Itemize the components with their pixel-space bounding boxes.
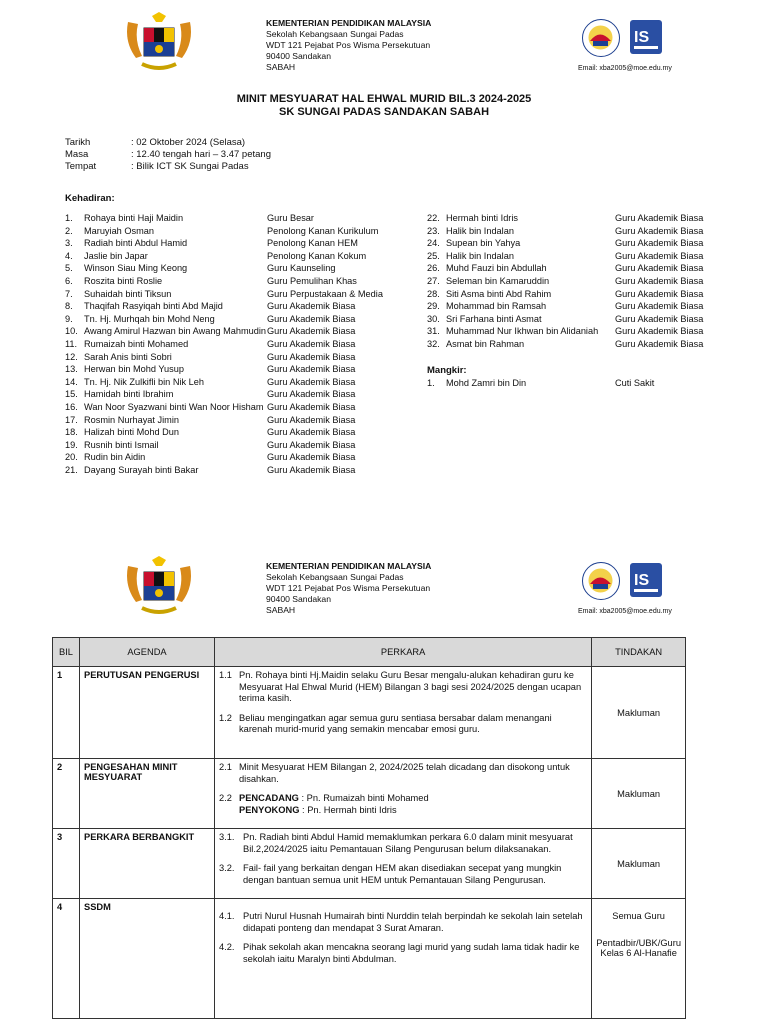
attendee-number: 24. bbox=[427, 238, 440, 249]
attendee-number: 23. bbox=[427, 225, 440, 236]
attendee-name: Muhd Fauzi bin Abdullah bbox=[446, 263, 547, 274]
attendee-name: Sri Farhana binti Asmat bbox=[446, 313, 542, 324]
attendee-number: 22. bbox=[427, 213, 440, 223]
attendee-row bbox=[65, 237, 383, 250]
row-tindakan: Makluman bbox=[592, 829, 686, 899]
attendee-row bbox=[65, 262, 383, 275]
attendee-name: Rudin bin Aidin bbox=[84, 452, 146, 463]
attendee-row bbox=[65, 225, 383, 238]
attendee-name: Hermah binti Idris bbox=[446, 213, 518, 223]
attendee-row bbox=[65, 451, 383, 464]
address-line: SABAH bbox=[266, 605, 296, 615]
attendance-heading: Kehadiran: bbox=[65, 193, 115, 204]
attendee-name: Tn. Hj. Nik Zulkifli bin Nik Leh bbox=[84, 376, 204, 387]
attendee-number: 2. bbox=[65, 225, 73, 236]
svg-text:IS: IS bbox=[634, 29, 650, 46]
meta-value: : 02 Oktober 2024 (Selasa) bbox=[131, 137, 246, 148]
document-title: MINIT MESYUARAT HAL EHWAL MURID BIL.3 2024-2025 bbox=[236, 93, 532, 105]
attendee-row bbox=[65, 426, 383, 439]
attendee-name: Rohaya binti Haji Maidin bbox=[84, 213, 184, 223]
attendee-position: Guru Perpustakaan & Media bbox=[267, 288, 383, 299]
attendee-position: Guru Akademik Biasa bbox=[267, 389, 356, 400]
attendee-name: Sarah Anis binti Sobri bbox=[84, 351, 172, 362]
attendee-position: Guru Akademik Biasa bbox=[615, 250, 704, 261]
absent-name: Mohd Zamri bin Din bbox=[446, 378, 527, 388]
row-perkara bbox=[215, 829, 592, 899]
penyokong-value: : Pn. Hermah binti Idris bbox=[302, 804, 397, 815]
table-row bbox=[53, 759, 686, 829]
attendee-row bbox=[65, 313, 383, 326]
absent-heading: Mangkir: bbox=[427, 365, 467, 376]
attendee-number: 11. bbox=[65, 338, 78, 349]
attendee-name: Supean bin Yahya bbox=[446, 238, 521, 249]
attendee-name: Tn. Hj. Murhqah bin Mohd Neng bbox=[84, 313, 215, 324]
item-number: 2.2 bbox=[219, 793, 232, 803]
attendee-name: Halik bin Indalan bbox=[446, 250, 514, 261]
sksp-logo bbox=[630, 20, 662, 54]
sksp-logo bbox=[630, 563, 662, 597]
attendee-number: 17. bbox=[65, 414, 78, 425]
pencadang-value: : Pn. Rumaizah binti Mohamed bbox=[301, 793, 429, 803]
attendee-row bbox=[65, 338, 383, 351]
item-number: 1.2 bbox=[219, 712, 232, 723]
email-address: Email: xba2005@moe.edu.my bbox=[578, 608, 672, 615]
address-line: WDT 121 Pejabat Pos Wisma Persekutuan bbox=[266, 40, 431, 50]
attendee-position: Penolong Kanan Kurikulum bbox=[267, 225, 379, 236]
item-number: 3.2. bbox=[219, 863, 235, 873]
table-row bbox=[53, 829, 686, 899]
row-number: 3 bbox=[53, 829, 80, 899]
row-number: 2 bbox=[53, 759, 80, 829]
row-agenda: SSDM bbox=[80, 899, 215, 1019]
row-tindakan bbox=[592, 899, 686, 1019]
attendee-name: Roszita binti Roslie bbox=[84, 275, 163, 286]
attendee-name: Herwan bin Mohd Yusup bbox=[84, 364, 184, 375]
attendee-position: Guru Akademik Biasa bbox=[615, 238, 704, 249]
attendee-number: 20. bbox=[65, 452, 78, 463]
item-text: Putri Nurul Husnah Humairah binti Nurddin telah berpindah ke sekolah lain setelah didapati ponteng dan mendapat 3 Surat Amaran. bbox=[243, 911, 583, 933]
row-tindakan: Makluman bbox=[592, 667, 686, 759]
attendee-position: Guru Akademik Biasa bbox=[267, 351, 356, 362]
attendee-row bbox=[65, 363, 383, 376]
row-number: 1 bbox=[53, 667, 80, 759]
attendee-position: Guru Akademik Biasa bbox=[615, 338, 704, 349]
meta-value: : Bilik ICT SK Sungai Padas bbox=[131, 161, 249, 172]
attendee-position: Guru Pemulihan Khas bbox=[267, 275, 357, 286]
tindakan-text: Pentadbir/UBK/Guru Kelas 6 Al-Hanafie bbox=[596, 938, 681, 958]
attendee-row bbox=[65, 414, 383, 427]
email-address: Email: xba2005@moe.edu.my bbox=[578, 65, 672, 72]
header-agenda: AGENDA bbox=[80, 638, 215, 667]
attendee-row bbox=[427, 225, 703, 238]
attendee-name: Dayang Surayah binti Bakar bbox=[84, 464, 199, 475]
attendee-row bbox=[65, 275, 383, 288]
row-perkara bbox=[215, 899, 592, 1019]
absent-reason: Cuti Sakit bbox=[615, 378, 655, 388]
attendee-name: Awang Amirul Hazwan bin Awang Mahmudin bbox=[84, 326, 266, 337]
item-number: 4.2. bbox=[219, 942, 235, 952]
row-agenda: PERUTUSAN PENGERUSI bbox=[80, 667, 215, 759]
item-text: Fail- fail yang berkaitan dengan HEM akan disediakan secepat yang mungkin dengan bantuan semua unit HEM untuk Pemantauan Silang Pengurusan. bbox=[243, 863, 562, 885]
attendee-position: Guru Akademik Biasa bbox=[267, 439, 356, 450]
absent-row bbox=[427, 377, 654, 390]
attendee-row bbox=[427, 262, 703, 275]
header-tindakan: TINDAKAN bbox=[592, 638, 686, 667]
attendee-position: Guru Akademik Biasa bbox=[615, 225, 704, 236]
attendee-row bbox=[65, 439, 383, 452]
attendee-number: 29. bbox=[427, 301, 440, 312]
attendee-row bbox=[427, 325, 703, 338]
attendee-name: Maruyiah Osman bbox=[84, 225, 154, 236]
meta-value: : 12.40 tengah hari – 3.47 petang bbox=[131, 149, 271, 160]
attendee-name: Hamidah binti Ibrahim bbox=[84, 389, 174, 400]
meeting-info bbox=[65, 137, 271, 173]
address-line: WDT 121 Pejabat Pos Wisma Persekutuan bbox=[266, 583, 431, 593]
attendee-name: Jaslie bin Japar bbox=[84, 250, 148, 261]
attendee-number: 18. bbox=[65, 427, 78, 438]
attendee-row bbox=[427, 288, 703, 301]
attendee-position: Guru Akademik Biasa bbox=[267, 313, 356, 324]
attendee-row bbox=[65, 464, 383, 477]
address-line: SABAH bbox=[266, 62, 296, 72]
attendee-position: Guru Akademik Biasa bbox=[267, 326, 356, 337]
ministry-name: KEMENTERIAN PENDIDIKAN MALAYSIA bbox=[266, 18, 432, 28]
attendee-number: 30. bbox=[427, 313, 440, 324]
attendee-position: Guru Akademik Biasa bbox=[267, 364, 356, 375]
attendee-number: 4. bbox=[65, 250, 73, 261]
row-tindakan: Makluman bbox=[592, 759, 686, 829]
attendee-position: Penolong Kanan HEM bbox=[267, 238, 358, 249]
attendance-list-right bbox=[427, 212, 703, 351]
attendee-row bbox=[65, 288, 383, 301]
school-name: Sekolah Kebangsaan Sungai Padas bbox=[266, 572, 404, 582]
attendee-position: Guru Akademik Biasa bbox=[615, 313, 704, 324]
attendee-row bbox=[427, 313, 703, 326]
attendee-row bbox=[65, 401, 383, 414]
attendee-name: Rosmin Nurhayat Jimin bbox=[84, 414, 179, 425]
malaysia-crest-logo bbox=[122, 12, 196, 74]
attendee-number: 16. bbox=[65, 401, 78, 412]
document-subtitle: SK SUNGAI PADAS SANDAKAN SABAH bbox=[278, 106, 490, 118]
attendee-name: Siti Asma binti Abd Rahim bbox=[446, 288, 552, 299]
attendee-row bbox=[65, 376, 383, 389]
attendee-row bbox=[65, 351, 383, 364]
attendee-position: Guru Akademik Biasa bbox=[267, 301, 356, 312]
attendance-list-left bbox=[65, 212, 383, 476]
address-line: 90400 Sandakan bbox=[266, 51, 331, 61]
attendee-number: 26. bbox=[427, 263, 440, 274]
attendee-number: 8. bbox=[65, 301, 73, 312]
attendee-row bbox=[65, 300, 383, 313]
row-agenda: PENGESAHAN MINIT MESYUARAT bbox=[80, 759, 215, 829]
attendee-name: Radiah binti Abdul Hamid bbox=[84, 238, 188, 249]
attendee-name: Thaqifah Rasyiqah binti Abd Majid bbox=[84, 301, 223, 312]
school-name: Sekolah Kebangsaan Sungai Padas bbox=[266, 29, 404, 39]
attendee-position: Guru Akademik Biasa bbox=[267, 414, 356, 425]
attendee-name: Rusnih binti Ismail bbox=[84, 439, 159, 450]
attendee-number: 10. bbox=[65, 326, 78, 337]
attendee-row bbox=[427, 338, 703, 351]
ministry-name: KEMENTERIAN PENDIDIKAN MALAYSIA bbox=[266, 561, 432, 571]
malaysia-crest-logo bbox=[122, 556, 196, 618]
meta-label: Tempat bbox=[65, 161, 97, 172]
attendee-name: Suhaidah binti Tiksun bbox=[84, 288, 172, 299]
pencadang-label: PENCADANG bbox=[239, 793, 299, 803]
attendee-position: Guru Akademik Biasa bbox=[267, 338, 356, 349]
item-text: Beliau mengingatkan agar semua guru sentiasa bersabar dalam menangani karenah murid-murid yang semakin mencabar emosi guru. bbox=[239, 712, 552, 734]
header-bil: BIL bbox=[53, 638, 80, 667]
item-text: Minit Mesyuarat HEM Bilangan 2, 2024/2025 telah dicadang dan disokong untuk disahkan. bbox=[239, 762, 570, 784]
attendee-number: 28. bbox=[427, 288, 440, 299]
attendee-number: 32. bbox=[427, 338, 440, 349]
attendee-position: Guru Akademik Biasa bbox=[267, 401, 356, 412]
item-text: Pihak sekolah akan mencakna seorang lagi murid yang sudah lama tidak hadir ke sekolah iaitu Maralyn binti Abdulman. bbox=[243, 942, 580, 964]
row-agenda: PERKARA BERBANGKIT bbox=[80, 829, 215, 899]
attendee-name: Rumaizah binti Mohamed bbox=[84, 338, 189, 349]
address-line: 90400 Sandakan bbox=[266, 594, 331, 604]
attendee-row bbox=[65, 250, 383, 263]
attendee-row bbox=[427, 237, 703, 250]
attendee-position: Guru Akademik Biasa bbox=[615, 263, 704, 274]
item-text: Pn. Radiah binti Abdul Hamid memaklumkan perkara 6.0 dalam minit mesyuarat Bil.2,2024/2025 iaitu Pemantauan Silang Pengurusan belum dilaksanakan. bbox=[243, 832, 573, 854]
tindakan-text: Semua Guru bbox=[612, 911, 665, 921]
absent-list bbox=[427, 377, 654, 390]
attendee-name: Muhammad Nur Ikhwan bin Alidaniah bbox=[446, 326, 599, 337]
row-perkara bbox=[215, 667, 592, 759]
svg-text:IS: IS bbox=[634, 572, 650, 589]
attendee-name: Winson Siau Ming Keong bbox=[84, 263, 188, 274]
attendee-number: 1. bbox=[65, 213, 73, 223]
attendee-position: Guru Akademik Biasa bbox=[267, 452, 356, 463]
attendee-row bbox=[427, 250, 703, 263]
attendee-number: 3. bbox=[65, 238, 73, 249]
table-row bbox=[53, 667, 686, 759]
item-number: 4.1. bbox=[219, 911, 235, 921]
item-number: 3.1. bbox=[219, 832, 235, 842]
attendee-position: Guru Akademik Biasa bbox=[615, 275, 704, 286]
attendee-number: 19. bbox=[65, 439, 78, 450]
row-number: 4 bbox=[53, 899, 80, 1019]
attendee-row bbox=[427, 300, 703, 313]
attendee-number: 31. bbox=[427, 326, 440, 337]
penyokong-label: PENYOKONG bbox=[239, 804, 300, 815]
attendee-position: Guru Akademik Biasa bbox=[615, 288, 704, 299]
attendee-number: 14. bbox=[65, 376, 78, 387]
agenda-table bbox=[52, 637, 686, 1019]
attendee-position: Guru Akademik Biasa bbox=[615, 301, 704, 312]
absent-number: 1. bbox=[427, 378, 435, 388]
attendee-name: Wan Noor Syazwani binti Wan Noor Hisham bbox=[84, 401, 264, 412]
attendee-number: 27. bbox=[427, 275, 440, 286]
attendee-row bbox=[427, 212, 703, 225]
attendee-name: Asmat bin Rahman bbox=[446, 338, 525, 349]
attendee-position: Guru Kaunseling bbox=[267, 263, 336, 274]
attendee-number: 5. bbox=[65, 263, 73, 274]
attendee-position: Guru Akademik Biasa bbox=[615, 213, 704, 223]
attendee-row bbox=[65, 325, 383, 338]
attendee-position: Guru Akademik Biasa bbox=[615, 326, 704, 337]
table-row bbox=[53, 899, 686, 1019]
item-number: 1.1 bbox=[219, 670, 232, 680]
attendee-number: 9. bbox=[65, 313, 73, 324]
attendee-number: 7. bbox=[65, 288, 73, 299]
item-number: 2.1 bbox=[219, 762, 232, 772]
meta-label: Masa bbox=[65, 149, 89, 160]
attendee-row bbox=[65, 388, 383, 401]
meta-label: Tarikh bbox=[65, 137, 91, 148]
attendee-row bbox=[65, 212, 383, 225]
attendee-name: Halizah binti Mohd Dun bbox=[84, 427, 179, 438]
attendee-position: Penolong Kanan Kokum bbox=[267, 250, 367, 261]
attendee-name: Mohammad bin Ramsah bbox=[446, 301, 547, 312]
attendee-name: Halik bin Indalan bbox=[446, 225, 514, 236]
table-header-row bbox=[53, 638, 686, 667]
attendee-number: 21. bbox=[65, 464, 78, 475]
attendee-number: 6. bbox=[65, 275, 73, 286]
header-perkara: PERKARA bbox=[215, 638, 592, 667]
row-perkara bbox=[215, 759, 592, 829]
school-badge-logo bbox=[582, 19, 620, 57]
attendee-position: Guru Akademik Biasa bbox=[267, 376, 356, 387]
attendee-number: 13. bbox=[65, 364, 78, 375]
attendee-number: 12. bbox=[65, 351, 78, 362]
attendee-name: Seleman bin Kamaruddin bbox=[446, 275, 550, 286]
attendee-position: Guru Besar bbox=[267, 213, 314, 223]
item-text: Pn. Rohaya binti Hj.Maidin selaku Guru Besar mengalu-alukan kehadiran guru ke Mesyuarat Hal Ehwal Murid (HEM) Bilangan 3 bagi sesi 2024/2025 dengan ucapan terima kasih. bbox=[239, 670, 582, 703]
attendee-row bbox=[427, 275, 703, 288]
attendee-position: Guru Akademik Biasa bbox=[267, 464, 356, 475]
attendee-position: Guru Akademik Biasa bbox=[267, 427, 356, 438]
school-badge-logo bbox=[582, 562, 620, 600]
attendee-number: 25. bbox=[427, 250, 440, 261]
attendee-number: 15. bbox=[65, 389, 78, 400]
